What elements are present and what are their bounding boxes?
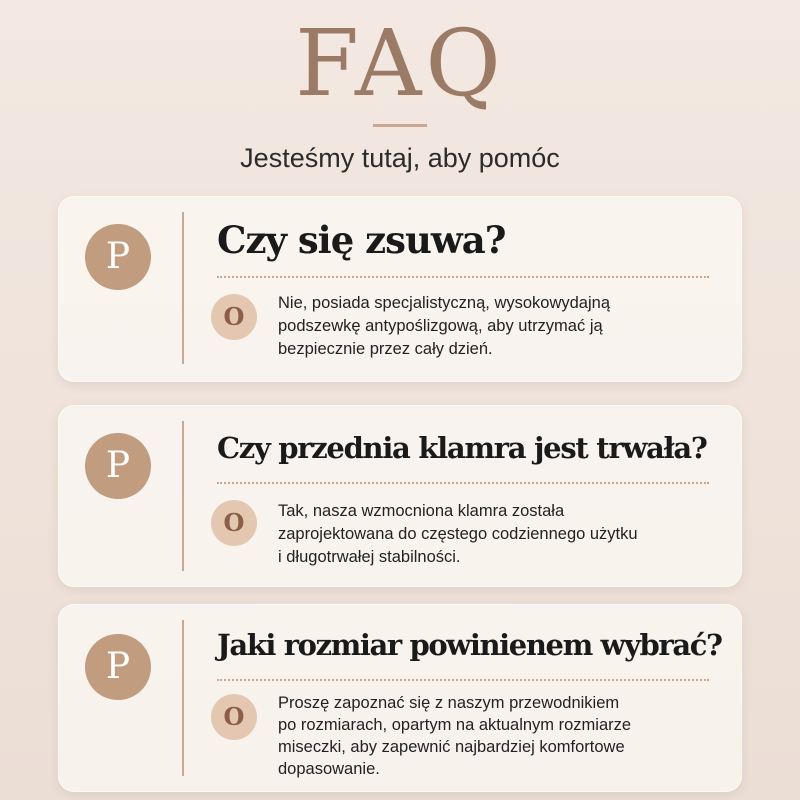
answer-line: Proszę zapoznać się z naszym przewodnikiem [278, 694, 620, 712]
question-separator [217, 679, 709, 681]
answer-line: podszewkę antypoślizgową, aby utrzymać ją [278, 317, 603, 335]
faq-question: Jaki rozmiar powinienem wybrać? [217, 628, 722, 662]
question-badge: P [85, 224, 151, 290]
faq-answer [278, 692, 718, 780]
answer-line: Tak, nasza wzmocniona klamra została [278, 502, 565, 520]
card-vertical-line [182, 620, 184, 776]
answer-line: i długotrwałej stabilności. [278, 548, 461, 566]
answer-line: miseczki, aby zapewnić najbardziej komfortowe [278, 738, 625, 756]
faq-answer [278, 500, 718, 569]
page-title: FAQ [295, 10, 505, 117]
answer-line: po rozmiarach, opartym na aktualnym rozmiarze [278, 716, 632, 734]
answer-badge: O [211, 500, 257, 546]
faq-card-1 [58, 196, 742, 382]
faq-header [0, 0, 800, 190]
question-badge: P [85, 433, 151, 499]
answer-line: zaprojektowana do częstego codziennego użytku [278, 525, 638, 543]
card-vertical-line [182, 421, 184, 571]
card-vertical-line [182, 212, 184, 364]
page-subtitle: Jesteśmy tutaj, aby pomóc [240, 143, 560, 173]
faq-answer [278, 292, 718, 361]
answer-line: bezpiecznie przez cały dzień. [278, 340, 493, 358]
question-separator [217, 482, 709, 484]
faq-card-2 [58, 405, 742, 587]
faq-question: Czy się zsuwa? [217, 218, 506, 262]
faq-question: Czy przednia klamra jest trwała? [217, 431, 707, 465]
question-separator [217, 276, 709, 278]
answer-badge: O [211, 294, 257, 340]
answer-line: dopasowanie. [278, 760, 380, 778]
answer-line: Nie, posiada specjalistyczną, wysokowydajną [278, 294, 610, 312]
answer-badge: O [211, 694, 257, 740]
title-divider [373, 124, 427, 127]
question-badge: P [85, 634, 151, 700]
faq-card-3 [58, 604, 742, 792]
